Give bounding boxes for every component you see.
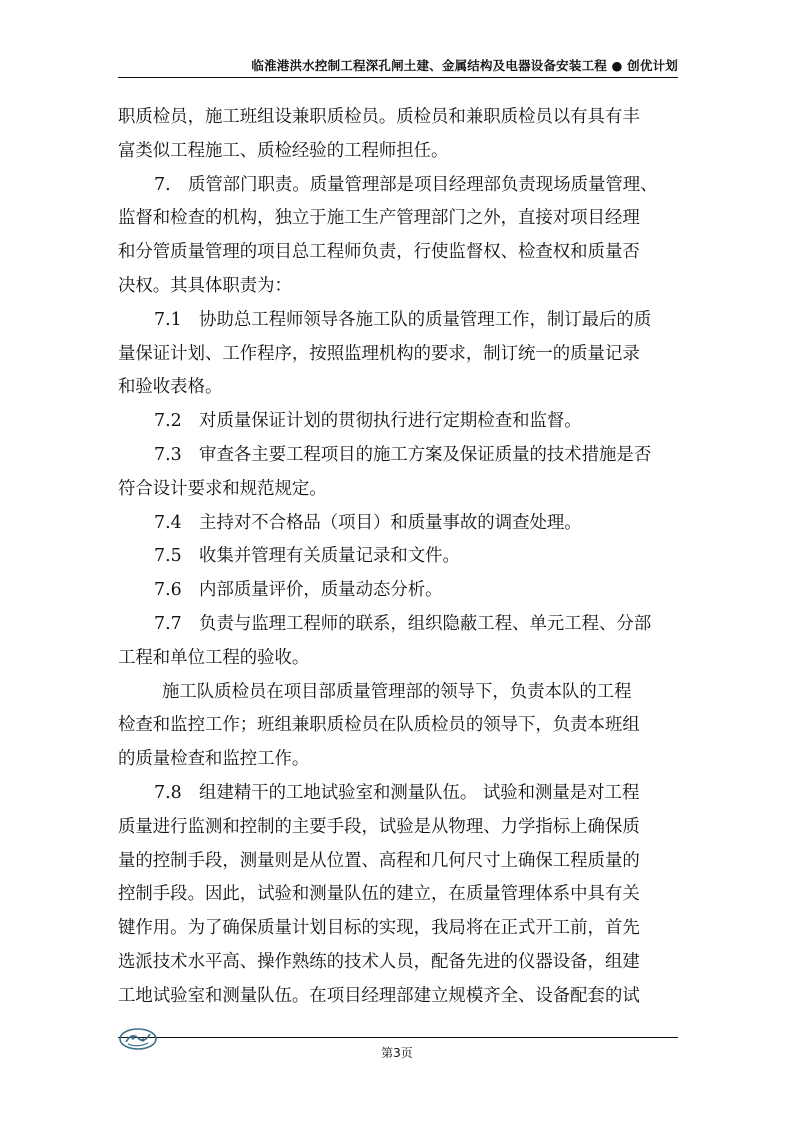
- text-line: 7.6 内部质量评价，质量动态分析。: [154, 580, 443, 601]
- text-line: 7.2 对质量保证计划的贯彻执行进行定期检查和监督。: [154, 411, 582, 432]
- text-line: 监督和检查的机构，独立于施工生产管理部门之外，直接对项目经理: [118, 208, 640, 229]
- text-line: 键作用。为了确保质量计划目标的实现，我局将在正式开工前，首先: [118, 918, 640, 939]
- text-line: 工地试验室和测量队伍。在项目经理部建立规模齐全、设备配套的试: [118, 985, 640, 1006]
- text-line: 的质量检查和监控工作。: [118, 749, 310, 770]
- text-line: 符合设计要求和规范规定。: [118, 478, 327, 499]
- text-line: 职质检员，施工班组设兼职质检员。质检员和兼职质检员以有具有丰: [118, 107, 640, 127]
- text-line: 量的控制手段，测量则是从位置、高程和几何尺寸上确保工程质量的: [118, 850, 640, 871]
- text-line: 控制手段。因此，试验和测量队伍的建立，在质量管理体系中具有关: [118, 884, 640, 905]
- text-line: 决权。其具体职责为：: [118, 275, 292, 296]
- header-rule: [118, 77, 678, 78]
- text-line: 7.7 负责与监理工程师的联系，组织隐蔽工程、单元工程、分部: [154, 613, 652, 634]
- text-line: 质量进行监测和控制的主要手段，试验是从物理、力学指标上确保质: [118, 816, 640, 837]
- text-line: 施工队质检员在项目部质量管理部的领导下，负责本队的工程: [162, 681, 632, 702]
- page-number: 第3页: [381, 1046, 413, 1060]
- text-line: 和分管质量管理的项目总工程师负责，行使监督权、检查权和质量否: [118, 242, 640, 263]
- text-line: 富类似工程施工、质检经验的工程师担任。: [118, 140, 449, 161]
- page-header-title: 临淮港洪水控制工程深孔闸土建、金属结构及电器设备安装工程 ● 创优计划: [251, 58, 678, 73]
- text-line: 和验收表格。: [118, 377, 223, 398]
- footer-rule: [118, 1037, 678, 1038]
- text-line: 工程和单位工程的验收。: [118, 647, 310, 668]
- text-line: 选派技术水平高、操作熟练的技术人员，配备先进的仪器设备，组建: [118, 951, 640, 972]
- text-line: 7.8 组建精干的工地试验室和测量队伍。 试验和测量是对工程: [154, 782, 640, 803]
- text-line: 7. 质管部门职责。质量管理部是项目经理部负责现场质量管理、: [154, 174, 658, 195]
- body-text: [118, 101, 678, 1014]
- text-line: 7.1 协助总工程师领导各施工队的质量管理工作，制订最后的质: [154, 309, 652, 330]
- text-line: 检查和监控工作；班组兼职质检员在队质检员的领导下，负责本班组: [118, 715, 640, 736]
- text-line: 7.5 收集并管理有关质量记录和文件。: [154, 546, 460, 567]
- text-line: 7.3 审查各主要工程项目的施工方案及保证质量的技术措施是否: [154, 444, 652, 465]
- text-line: 7.4 主持对不合格品（项目）和质量事故的调查处理。: [154, 512, 582, 533]
- text-line: 量保证计划、工作程序，按照监理机构的要求，制订统一的质量记录: [118, 343, 640, 364]
